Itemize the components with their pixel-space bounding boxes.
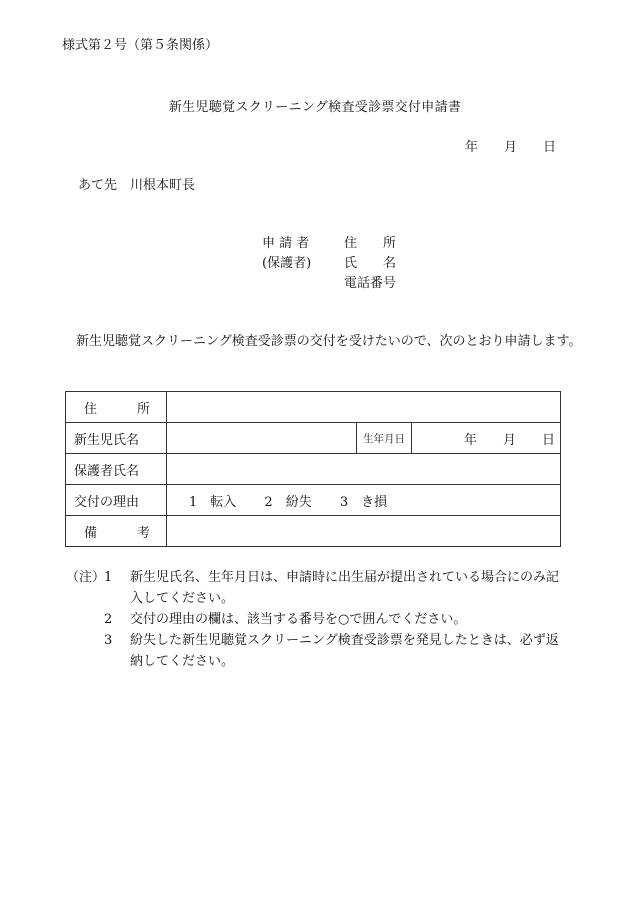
application-date [465,136,556,155]
address-label: 住所 [66,392,167,423]
address-field[interactable] [167,392,561,423]
reason-option-lost[interactable]: 2 紛失 [264,494,312,510]
reason-option-transfer[interactable]: 1 転入 [189,494,237,510]
note-number: 2 [104,612,113,627]
applicant-label: 申 請 者 [262,236,310,251]
form-number: 様式第２号（第５条関係） [62,38,219,53]
newborn-name-label: 新生児氏名 [66,423,167,454]
notes-heading: （注） [66,570,106,585]
applicant-block [262,234,396,294]
date-month-label: 月 [504,140,518,155]
notes-section [66,567,562,672]
applicant-name-label: 氏 名 [344,256,397,271]
table-row [66,392,561,423]
date-day-label: 日 [543,140,557,155]
note-number: 3 [104,633,113,648]
table-row [66,454,561,485]
remarks-field[interactable] [167,516,561,547]
date-year-label: 年 [465,140,479,155]
note-text: 紛失した新生児聴覚スクリーニング検査受診票を発見したときは、必ず返納してください。 [130,633,559,669]
dob-field[interactable]: 年 月 日 [412,423,561,454]
table-row [66,516,561,547]
intro-text: 新生児聴覚スクリーニング検査受診票の交付を受けたいので、次のとおり申請します。 [76,334,582,349]
newborn-name-field[interactable] [167,423,357,454]
reason-label: 交付の理由 [66,485,167,516]
remarks-label: 備考 [66,516,167,547]
dob-label: 生年月日 [357,423,412,454]
application-table [65,391,561,547]
reason-option-damaged[interactable]: 3 き損 [339,494,388,510]
table-row [66,423,561,454]
addressee: あて先 川根本町長 [78,178,196,193]
note-text: 新生児氏名、生年月日は、申請時に出生届が提出されている場合にのみ記入してください。 [130,570,560,606]
guardian-name-field[interactable] [167,454,561,485]
note-text: 交付の理由の欄は、該当する番号を○で囲んでください。 [130,612,467,627]
applicant-phone-label: 電話番号 [344,276,397,291]
note-number: 1 [104,570,113,585]
document-title: 新生児聴覚スクリーニング検査受診票交付申請書 [168,100,462,115]
applicant-address-label: 住 所 [344,236,397,251]
table-row [66,485,561,516]
guardian-label: (保護者) [262,256,312,271]
guardian-name-label: 保護者氏名 [66,454,167,485]
reason-options [167,485,561,516]
